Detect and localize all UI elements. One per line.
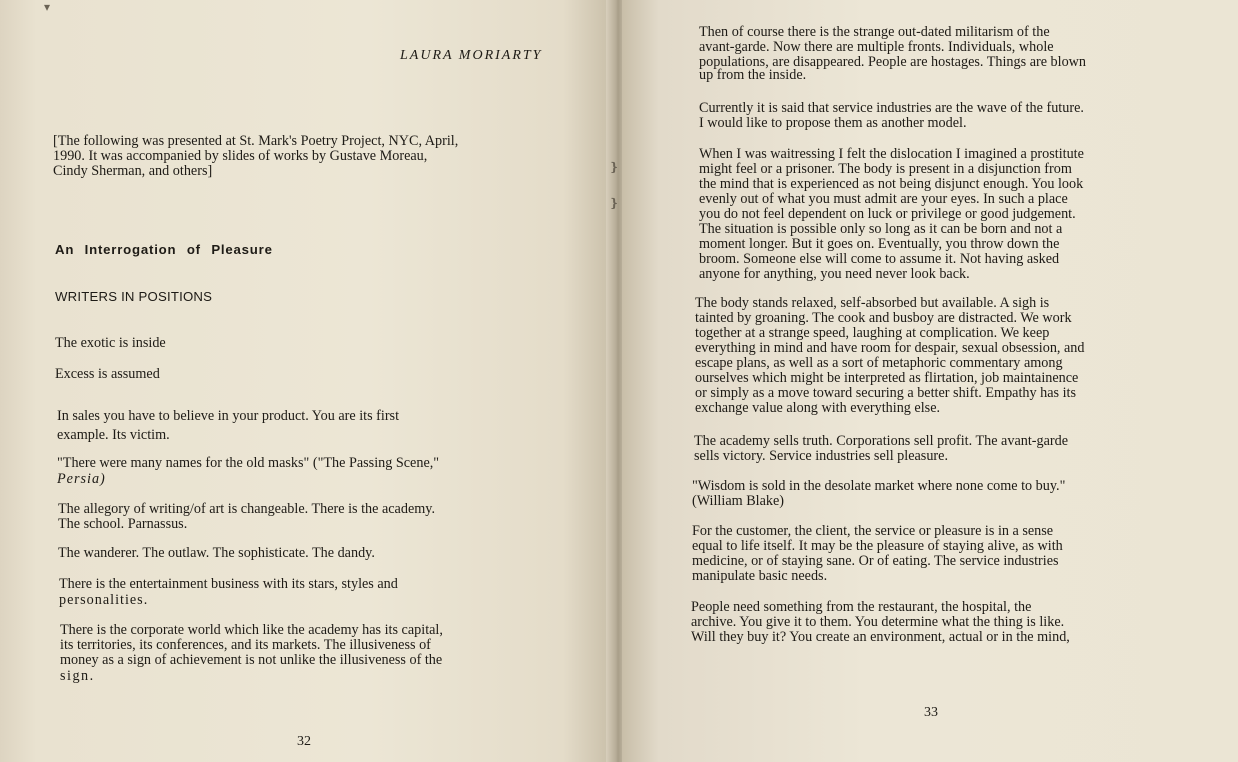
binding-thread-icon: ❵ xyxy=(609,196,620,210)
left-page xyxy=(0,0,612,762)
paragraph-line: People need something from the restaurant, the hospital, the xyxy=(691,599,1032,615)
paragraph-line: When I was waitressing I felt the dislocation I imagined a prostitute xyxy=(699,146,1084,162)
paragraph-line: the mind that is experienced as not being disjunct enough. You look xyxy=(699,176,1084,192)
paragraph-line: Will they buy it? You create an environment, actual or in the mind, xyxy=(691,629,1070,645)
intro-line: Cindy Sherman, and others] xyxy=(53,163,213,179)
paragraph-line: The school. Parnassus. xyxy=(58,516,188,532)
paragraph-line: sign. xyxy=(60,668,95,684)
ink-mark: ▾ xyxy=(44,0,51,14)
paragraph-line: avant-garde. Now there are multiple fronts. Individuals, whole xyxy=(699,39,1054,55)
paragraph-line: broom. Someone else will come to assume it. Not having asked xyxy=(699,251,1060,267)
essay-title: An Interrogation of Pleasure xyxy=(55,242,273,257)
paragraph-line: The exotic is inside xyxy=(55,335,166,351)
paragraph-line: tainted by groaning. The cook and busboy are distracted. We work xyxy=(695,310,1072,326)
section-heading: WRITERS IN POSITIONS xyxy=(55,289,213,304)
closing-paren: ) xyxy=(100,471,106,487)
paragraph-line: together at a strange speed, laughing at complication. We keep xyxy=(695,325,1050,341)
paragraph-line: There is the entertainment business with its stars, styles and xyxy=(59,576,398,592)
paragraph-line: Currently it is said that service industries are the wave of the future. xyxy=(699,100,1084,116)
italic-title-line xyxy=(57,472,106,487)
paragraph-line: "There were many names for the old masks" ("The Passing Scene," xyxy=(57,455,440,471)
paragraph-line: anyone for anything, you need never look back. xyxy=(699,266,970,282)
paragraph-line: archive. You give it to them. You determine what the thing is like. xyxy=(691,614,1065,630)
paragraph-line: "Wisdom is sold in the desolate market where none come to buy." xyxy=(692,478,1066,494)
right-page xyxy=(622,0,1238,762)
paragraph-line: (William Blake) xyxy=(692,493,785,509)
italic-title: Persia xyxy=(57,471,101,487)
paragraph-line: might feel or a prisoner. The body is present in a disjunction from xyxy=(699,161,1072,177)
paragraph-line: escape plans, as well as a sort of metaphoric commentary among xyxy=(695,355,1063,371)
paragraph-line: or simply as a move toward securing a better shift. Empathy has its xyxy=(695,385,1077,401)
paragraph-line: There is the corporate world which like the academy has its capital, xyxy=(60,622,443,638)
intro-line: [The following was presented at St. Mark's Poetry Project, NYC, April, xyxy=(53,133,459,149)
paragraph-line: you do not feel dependent on luck or privilege or good judgement. xyxy=(699,206,1076,222)
paragraph-line: The body stands relaxed, self-absorbed but available. A sigh is xyxy=(695,295,1050,311)
paragraph-line: its territories, its conferences, and its markets. The illusiveness of xyxy=(60,637,431,653)
paragraph-line: sells victory. Service industries sell pleasure. xyxy=(694,448,948,464)
page-number: 33 xyxy=(924,705,938,720)
paragraph-line: Then of course there is the strange out-dated militarism of the xyxy=(699,24,1050,40)
paragraph-line: equal to life itself. It may be the pleasure of staying alive, as with xyxy=(692,538,1063,554)
paragraph-line: Excess is assumed xyxy=(55,366,160,382)
binding-thread-icon: ❵ xyxy=(609,160,620,174)
paragraph-line: ourselves which might be interpreted as flirtation, job maintainence xyxy=(695,370,1079,386)
paragraph-line: For the customer, the client, the service or pleasure is in a sense xyxy=(692,523,1054,539)
paragraph-line: In sales you have to believe in your product. You are its first xyxy=(57,408,400,424)
intro-line: 1990. It was accompanied by slides of works by Gustave Moreau, xyxy=(53,148,428,164)
page-number: 32 xyxy=(297,734,311,749)
paragraph-line: moment longer. But it goes on. Eventually, you throw down the xyxy=(699,236,1060,252)
paragraph-line: I would like to propose them as another model. xyxy=(699,115,967,131)
paragraph-line: up from the inside. xyxy=(699,67,807,83)
paragraph-line: evenly out of what you must admit are your eyes. In such a place xyxy=(699,191,1068,207)
paragraph-line: manipulate basic needs. xyxy=(692,568,828,584)
paragraph-line: The allegory of writing/of art is changeable. There is the academy. xyxy=(58,501,435,517)
paragraph-line: medicine, or of staying sane. Or of eating. The service industries xyxy=(692,553,1059,569)
paragraph-line: The academy sells truth. Corporations sell profit. The avant-garde xyxy=(694,433,1069,449)
author-name: LAURA MORIARTY xyxy=(400,48,543,63)
paragraph-line: exchange value along with everything else. xyxy=(695,400,941,416)
paragraph-line: money as a sign of achievement is not unlike the illusiveness of the xyxy=(60,652,443,668)
paragraph-line: The situation is possible only so long as it can be born and not a xyxy=(699,221,1063,237)
paragraph-line: populations, are disappeared. People are hostages. Things are blown xyxy=(699,54,1087,70)
paragraph-line: example. Its victim. xyxy=(57,427,170,443)
paragraph-line: personalities. xyxy=(59,592,149,608)
paragraph-line: everything in mind and have room for despair, sexual obsession, and xyxy=(695,340,1085,356)
paragraph-line: The wanderer. The outlaw. The sophisticate. The dandy. xyxy=(58,545,375,561)
